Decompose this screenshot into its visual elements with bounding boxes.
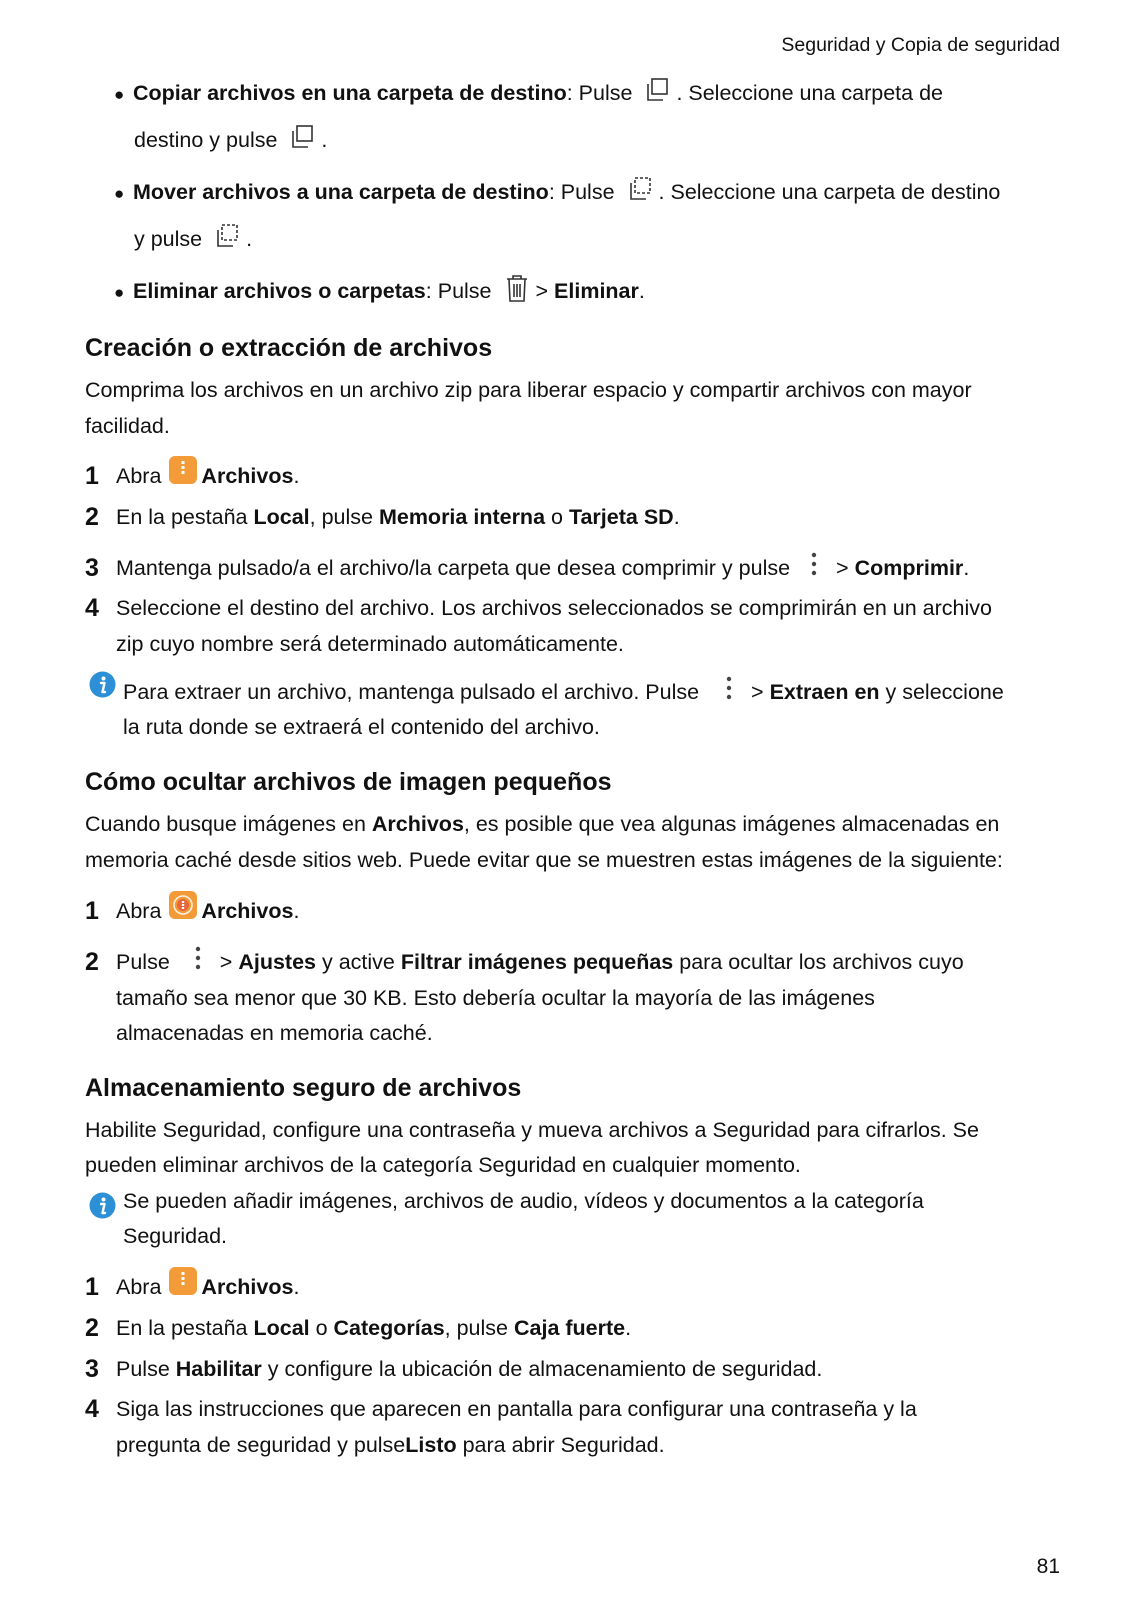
- more-vertical-icon: [194, 945, 202, 971]
- step-number: 3: [85, 1355, 99, 1383]
- files-app-icon: [169, 1267, 197, 1295]
- section3-step4-line1: Siga las instrucciones que aparecen en pantalla para configurar una contraseña y la: [116, 1397, 917, 1421]
- section2-step1: [116, 893, 299, 929]
- step-sep: >: [219, 950, 233, 974]
- section1-note-line2: la ruta donde se extraerá el contenido del archivo.: [123, 715, 600, 739]
- extract-label: Extraen en: [769, 680, 880, 704]
- move-icon: [214, 223, 240, 249]
- section2-step2-line3: almacenadas en memoria caché.: [116, 1021, 433, 1045]
- step-end: .: [963, 556, 970, 580]
- intro-text: Cuando busque imágenes en: [85, 812, 372, 836]
- step-number: 1: [85, 1273, 99, 1301]
- info-icon: [89, 1192, 116, 1230]
- step-end: .: [625, 1316, 632, 1340]
- section2-step2-line1: [116, 944, 964, 980]
- settings-label: Ajustes: [238, 950, 316, 974]
- section3-note-line1: Se pueden añadir imágenes, archivos de audio, vídeos y documentos a la categoría: [123, 1189, 924, 1213]
- bullet-delete-title: Eliminar archivos o carpetas: [133, 279, 426, 303]
- step-text: , pulse: [444, 1316, 514, 1340]
- more-vertical-icon: [725, 675, 733, 701]
- bullet-move-pre: : Pulse: [548, 180, 615, 204]
- section3-step4-line2: [116, 1427, 665, 1463]
- trash-icon: [504, 273, 530, 303]
- bullet-copy: [114, 75, 943, 113]
- step-text: Abra: [116, 1275, 162, 1299]
- app-name: Archivos: [201, 464, 294, 488]
- section3-step2: [116, 1310, 631, 1346]
- note-text: y seleccione: [879, 680, 1004, 704]
- bullet-delete: [114, 273, 645, 311]
- enable-label: Habilitar: [175, 1357, 262, 1381]
- bullet-move-cont: [134, 221, 252, 257]
- step-text: y configure la ubicación de almacenamiento de seguridad.: [261, 1357, 823, 1381]
- move-icon: [627, 176, 653, 202]
- section1-note-line1: [123, 674, 1004, 710]
- section1-step2: [116, 499, 680, 535]
- step-end: .: [673, 505, 680, 529]
- section1-step3: [116, 550, 969, 586]
- info-icon: [89, 671, 116, 709]
- section1-intro-2: facilidad.: [85, 414, 170, 438]
- step-text: Abra: [116, 899, 162, 923]
- bullet-move: [114, 174, 1000, 212]
- step-end: .: [293, 899, 300, 923]
- step-sep: >: [836, 556, 849, 580]
- bullet-copy-cont: [134, 122, 327, 158]
- step-text: o: [545, 505, 569, 529]
- bullet-dot: ●: [114, 283, 125, 302]
- bullet-delete-action: Eliminar: [554, 279, 639, 303]
- sd-card-label: Tarjeta SD: [568, 505, 674, 529]
- tab-local-label: Local: [253, 505, 310, 529]
- section1-step4-line1: Seleccione el destino del archivo. Los archivos seleccionados se comprimirán en un archivo: [116, 596, 992, 620]
- section1-intro-1: Comprima los archivos en un archivo zip para liberar espacio y compartir archivos con mayor: [85, 378, 972, 402]
- bullet-copy-end: .: [321, 128, 328, 152]
- filter-small-images-label: Filtrar imágenes pequeñas: [400, 950, 674, 974]
- step-text: Abra: [116, 464, 162, 488]
- section-header: Seguridad y Copia de seguridad: [781, 34, 1060, 56]
- step-number: 4: [85, 594, 99, 622]
- bullet-delete-pre: : Pulse: [425, 279, 492, 303]
- bullet-copy-cont-text: destino y pulse: [134, 128, 278, 152]
- step-number: 1: [85, 897, 99, 925]
- section3-intro-1: Habilite Seguridad, configure una contraseña y mueva archivos a Seguridad para cifrarlos. Se: [85, 1118, 979, 1142]
- files-app-icon: [169, 891, 197, 919]
- more-vertical-icon: [810, 551, 818, 577]
- step-number: 4: [85, 1395, 99, 1423]
- step-number: 2: [85, 948, 99, 976]
- step-text: para abrir Seguridad.: [456, 1433, 665, 1457]
- bullet-move-post: . Seleccione una carpeta de destino: [658, 180, 1001, 204]
- bullet-copy-pre: : Pulse: [566, 81, 633, 105]
- step-text: o: [309, 1316, 334, 1340]
- tab-local-label: Local: [253, 1316, 310, 1340]
- tab-categories-label: Categorías: [333, 1316, 445, 1340]
- bullet-delete-sep: >: [535, 279, 549, 303]
- section3-intro-2: pueden eliminar archivos de la categoría Seguridad en cualquier momento.: [85, 1153, 801, 1177]
- copy-icon: [289, 124, 315, 150]
- step-text: En la pestaña: [116, 1316, 254, 1340]
- app-name: Archivos: [371, 812, 464, 836]
- page-number: 81: [1036, 1555, 1060, 1578]
- step-end: .: [293, 1275, 300, 1299]
- bullet-copy-title: Copiar archivos en una carpeta de destino: [133, 81, 567, 105]
- section2-step2-line2: tamaño sea menor que 30 KB. Esto debería ocultar la mayoría de las imágenes: [116, 986, 875, 1010]
- step-number: 1: [85, 462, 99, 490]
- section3-title: Almacenamiento seguro de archivos: [85, 1074, 522, 1102]
- bullet-move-cont-text: y pulse: [134, 227, 203, 251]
- note-sep: >: [751, 680, 764, 704]
- app-name: Archivos: [201, 1275, 294, 1299]
- section3-step1: [116, 1269, 299, 1305]
- step-text: Mantenga pulsado/a el archivo/la carpeta que desea comprimir y pulse: [116, 556, 791, 580]
- compress-label: Comprimir: [854, 556, 964, 580]
- section2-title: Cómo ocultar archivos de imagen pequeños: [85, 768, 612, 796]
- section3-note-line2: Seguridad.: [123, 1224, 227, 1248]
- bullet-dot: ●: [114, 85, 125, 104]
- step-text: para ocultar los archivos cuyo: [673, 950, 964, 974]
- section2-intro-2: memoria caché desde sitios web. Puede evitar que se muestren estas imágenes de la siguiente:: [85, 848, 1003, 872]
- intro-text: , es posible que vea algunas imágenes almacenadas en: [463, 812, 1000, 836]
- section1-step1: [116, 458, 299, 494]
- files-app-icon: [169, 456, 197, 484]
- section1-step4-line2: zip cuyo nombre será determinado automáticamente.: [116, 632, 624, 656]
- step-text: , pulse: [309, 505, 379, 529]
- internal-memory-label: Memoria interna: [378, 505, 546, 529]
- section2-intro-1: [85, 806, 999, 842]
- bullet-dot: ●: [114, 184, 125, 203]
- step-text: pregunta de seguridad y pulse: [116, 1433, 406, 1457]
- bullet-move-end: .: [246, 227, 253, 251]
- note-text: Para extraer un archivo, mantenga pulsado el archivo. Pulse: [123, 680, 700, 704]
- step-number: 3: [85, 554, 99, 582]
- step-number: 2: [85, 1314, 99, 1342]
- step-text: En la pestaña: [116, 505, 254, 529]
- safe-label: Caja fuerte: [513, 1316, 626, 1340]
- done-label: Listo: [405, 1433, 457, 1457]
- step-text: Pulse: [116, 1357, 176, 1381]
- step-end: .: [293, 464, 300, 488]
- app-name: Archivos: [201, 899, 294, 923]
- step-number: 2: [85, 503, 99, 531]
- bullet-move-title: Mover archivos a una carpeta de destino: [133, 180, 549, 204]
- bullet-delete-end: .: [638, 279, 645, 303]
- section3-step3: [116, 1351, 822, 1387]
- bullet-copy-post: . Seleccione una carpeta de: [676, 81, 943, 105]
- copy-icon: [644, 77, 670, 103]
- step-text: y active: [316, 950, 401, 974]
- step-text: Pulse: [116, 950, 170, 974]
- section1-title: Creación o extracción de archivos: [85, 334, 493, 362]
